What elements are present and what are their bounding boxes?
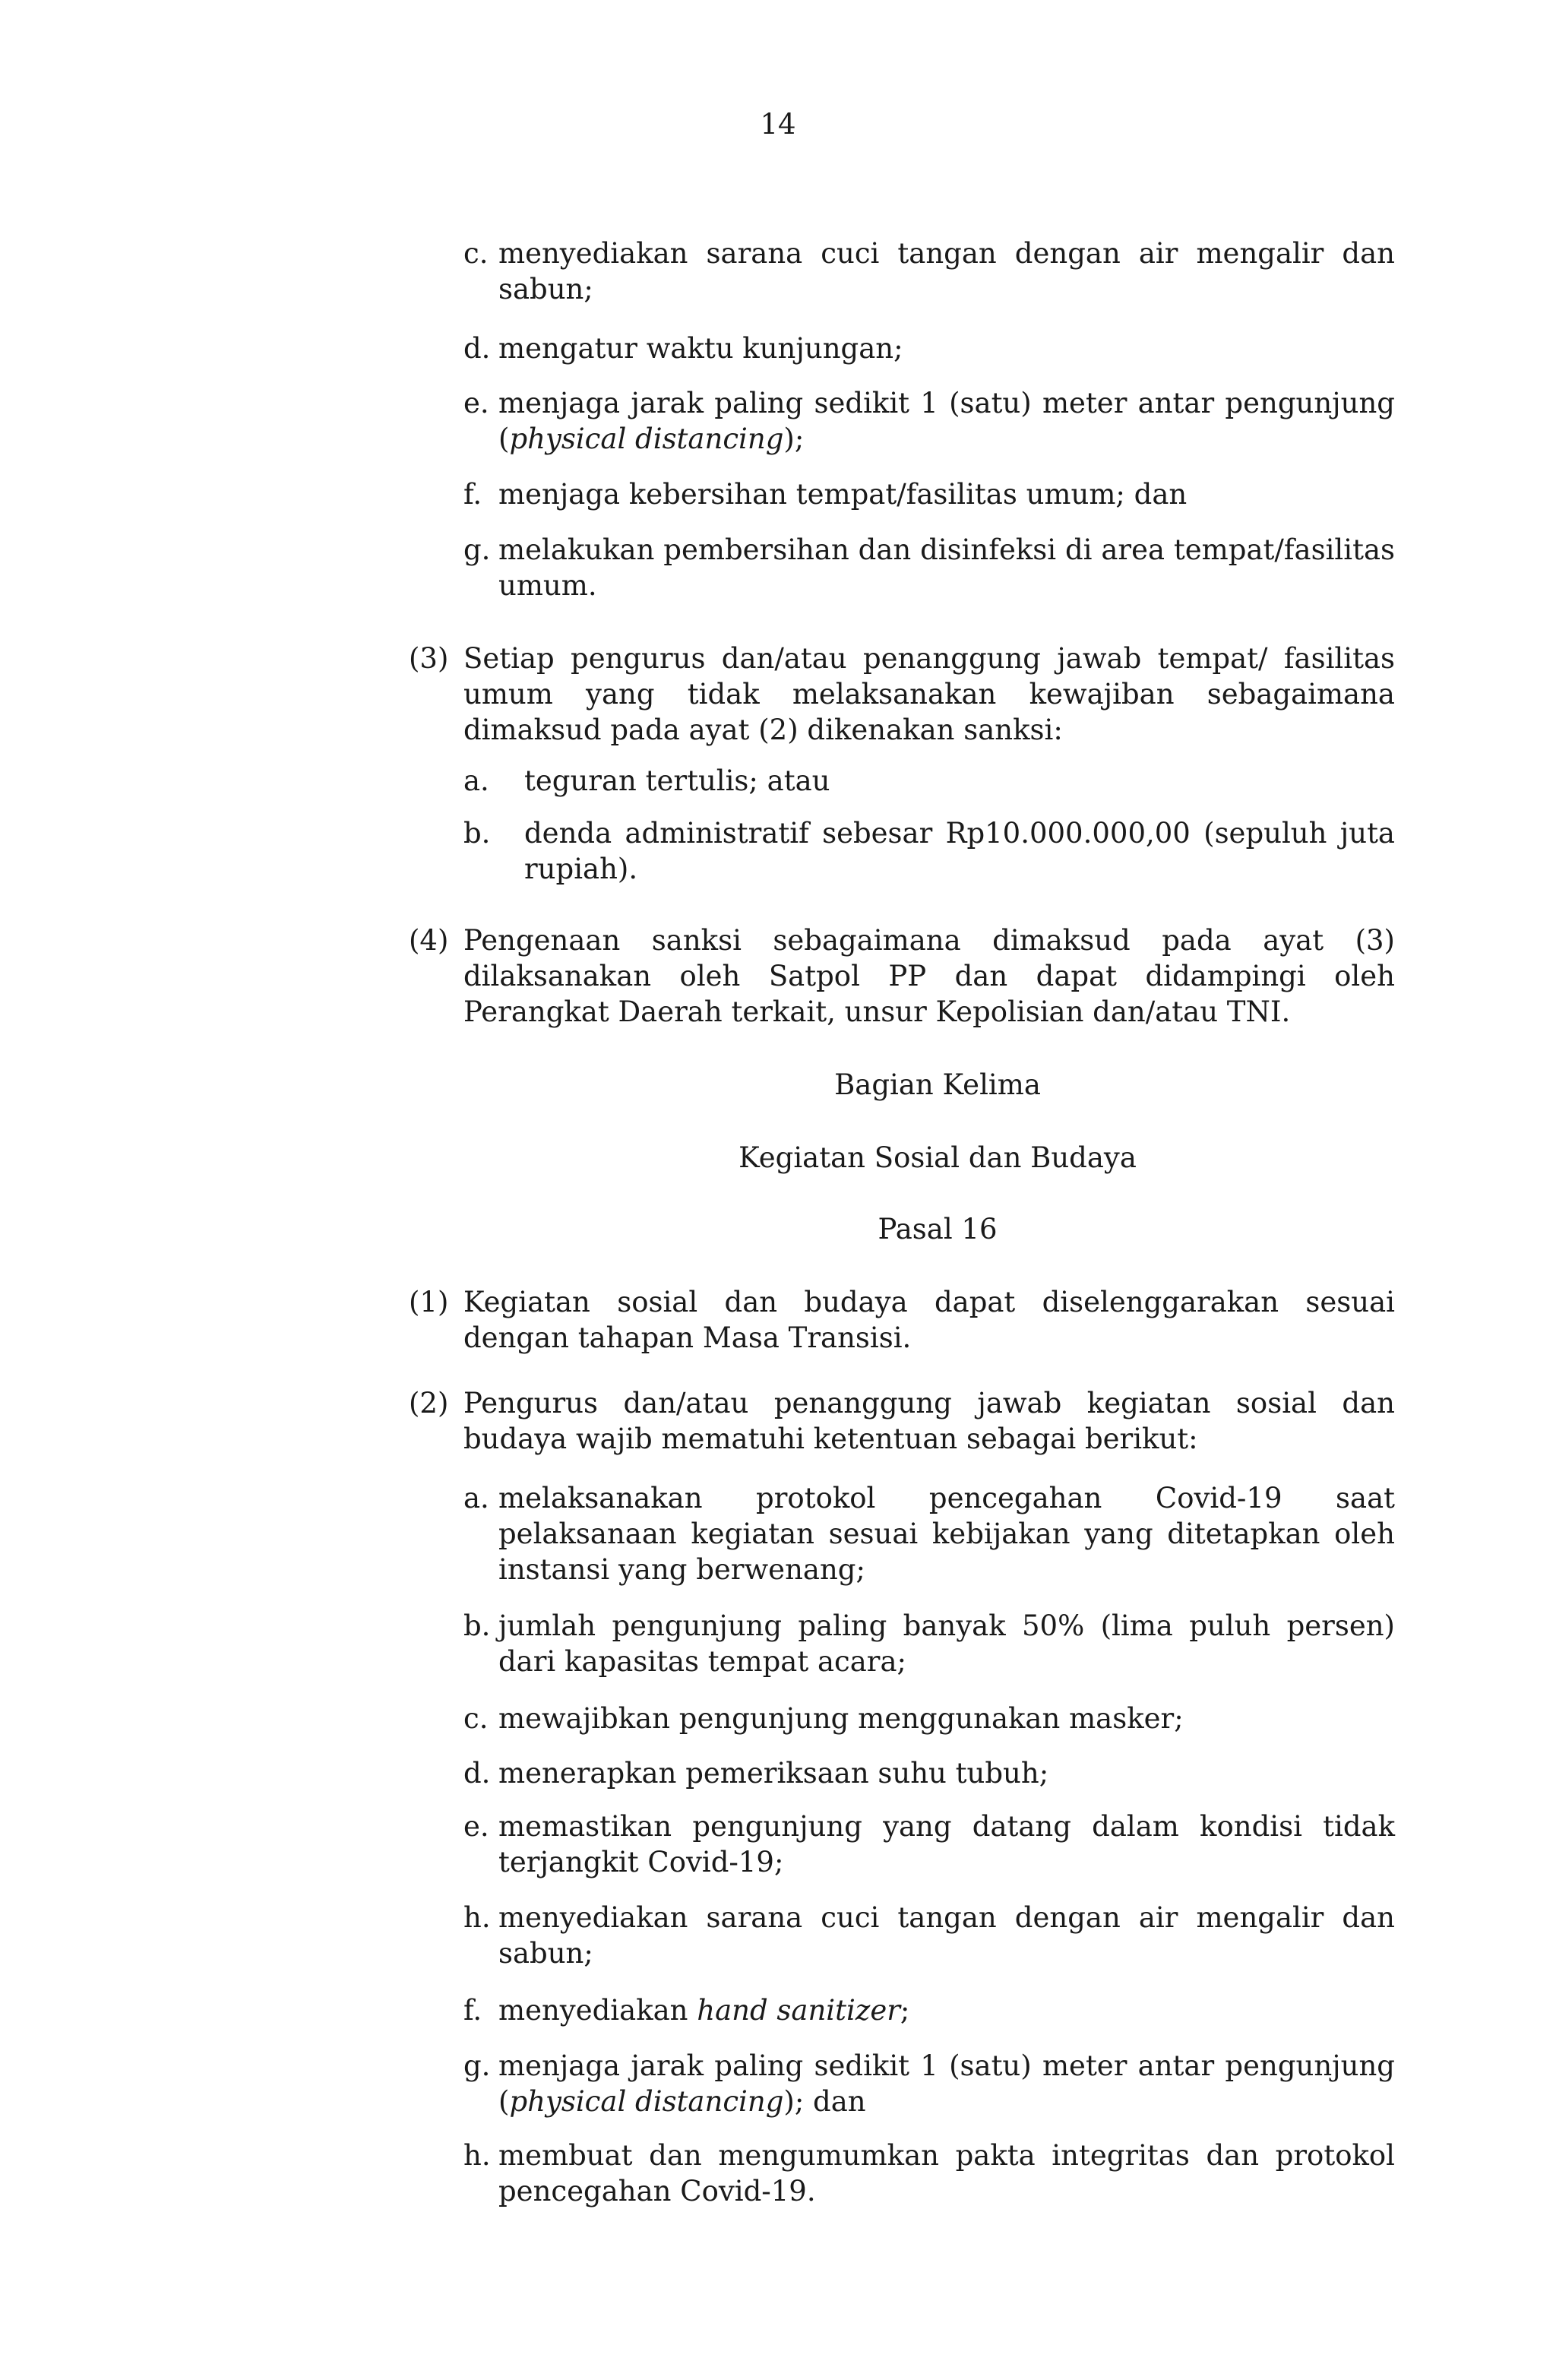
- item-text: jumlah pengunjung paling banyak 50% (lima puluh persen) dari kapasitas tempat acara;: [498, 1609, 1395, 1678]
- item-label: c.: [463, 1702, 489, 1735]
- item-text: menyediakan sarana cuci tangan dengan air mengalir dan sabun;: [498, 237, 1395, 305]
- article-title: Pasal 16: [878, 1213, 998, 1245]
- item-text: memastikan pengunjung yang datang dalam kondisi tidak terjangkit Covid-19;: [498, 1810, 1395, 1878]
- item-text: menjaga kebersihan tempat/fasilitas umum; dan: [498, 478, 1188, 511]
- ayat-label: (4): [409, 924, 449, 957]
- ayat-label: (3): [409, 642, 449, 675]
- ayat-text: Pengurus dan/atau penanggung jawab kegiatan sosial dan budaya wajib mematuhi ketentuan sebagai berikut:: [463, 1387, 1395, 1455]
- item-text: melaksanakan protokol pencegahan Covid-19 saat pelaksanaan kegiatan sesuai kebijakan yang ditetapkan oleh instansi yang berwenang;: [498, 1482, 1395, 1586]
- item-label: g.: [463, 533, 491, 566]
- item-label: a.: [463, 764, 489, 797]
- item-text: mengatur waktu kunjungan;: [498, 332, 903, 365]
- item-text: menjaga jarak paling sedikit 1 (satu) meter antar pengunjung (physical distancing);: [498, 387, 1395, 455]
- item-text: menyediakan sarana cuci tangan dengan air mengalir dan sabun;: [498, 1901, 1395, 1970]
- item-text: membuat dan mengumumkan pakta integritas dan protokol pencegahan Covid-19.: [498, 2139, 1395, 2208]
- item-label: e.: [463, 1810, 489, 1843]
- section-part: Bagian Kelima: [834, 1068, 1041, 1101]
- section-title: Kegiatan Sosial dan Budaya: [738, 1141, 1137, 1174]
- ayat-text: Kegiatan sosial dan budaya dapat diselenggarakan sesuai dengan tahapan Masa Transisi.: [463, 1286, 1395, 1354]
- item-label: b.: [463, 817, 491, 850]
- item-text: menyediakan hand sanitizer;: [498, 1994, 910, 2027]
- ayat-text: Pengenaan sanksi sebagaimana dimaksud pada ayat (3) dilaksanakan oleh Satpol PP dan dapat didampingi oleh Perangkat Daerah terkait, unsur Kepolisian dan/atau TNI.: [463, 924, 1395, 1028]
- item-label: a.: [463, 1482, 489, 1514]
- item-text: melakukan pembersihan dan disinfeksi di area tempat/fasilitas umum.: [498, 533, 1395, 602]
- page-number: 14: [760, 108, 796, 141]
- item-label: f.: [463, 478, 482, 511]
- item-text: menjaga jarak paling sedikit 1 (satu) meter antar pengunjung (physical distancing); dan: [498, 2049, 1395, 2118]
- item-text: teguran tertulis; atau: [524, 764, 830, 797]
- item-label: b.: [463, 1609, 491, 1642]
- item-label: d.: [463, 332, 491, 365]
- item-label: e.: [463, 387, 489, 419]
- ayat-label: (2): [409, 1387, 449, 1419]
- item-label: c.: [463, 237, 489, 270]
- item-text: menerapkan pemeriksaan suhu tubuh;: [498, 1757, 1049, 1790]
- item-text: mewajibkan pengunjung menggunakan masker;: [498, 1702, 1184, 1735]
- item-text: denda administratif sebesar Rp10.000.000,00 (sepuluh juta rupiah).: [524, 817, 1395, 885]
- item-label: h.: [463, 2139, 491, 2172]
- item-label: f.: [463, 1994, 482, 2027]
- item-label: d.: [463, 1757, 491, 1790]
- item-label: g.: [463, 2049, 491, 2082]
- ayat-label: (1): [409, 1286, 449, 1318]
- ayat-text: Setiap pengurus dan/atau penanggung jawab tempat/ fasilitas umum yang tidak melaksanakan kewajiban sebagaimana dimaksud pada ayat (2) dikenakan sanksi:: [463, 642, 1395, 746]
- item-label: h.: [463, 1901, 491, 1934]
